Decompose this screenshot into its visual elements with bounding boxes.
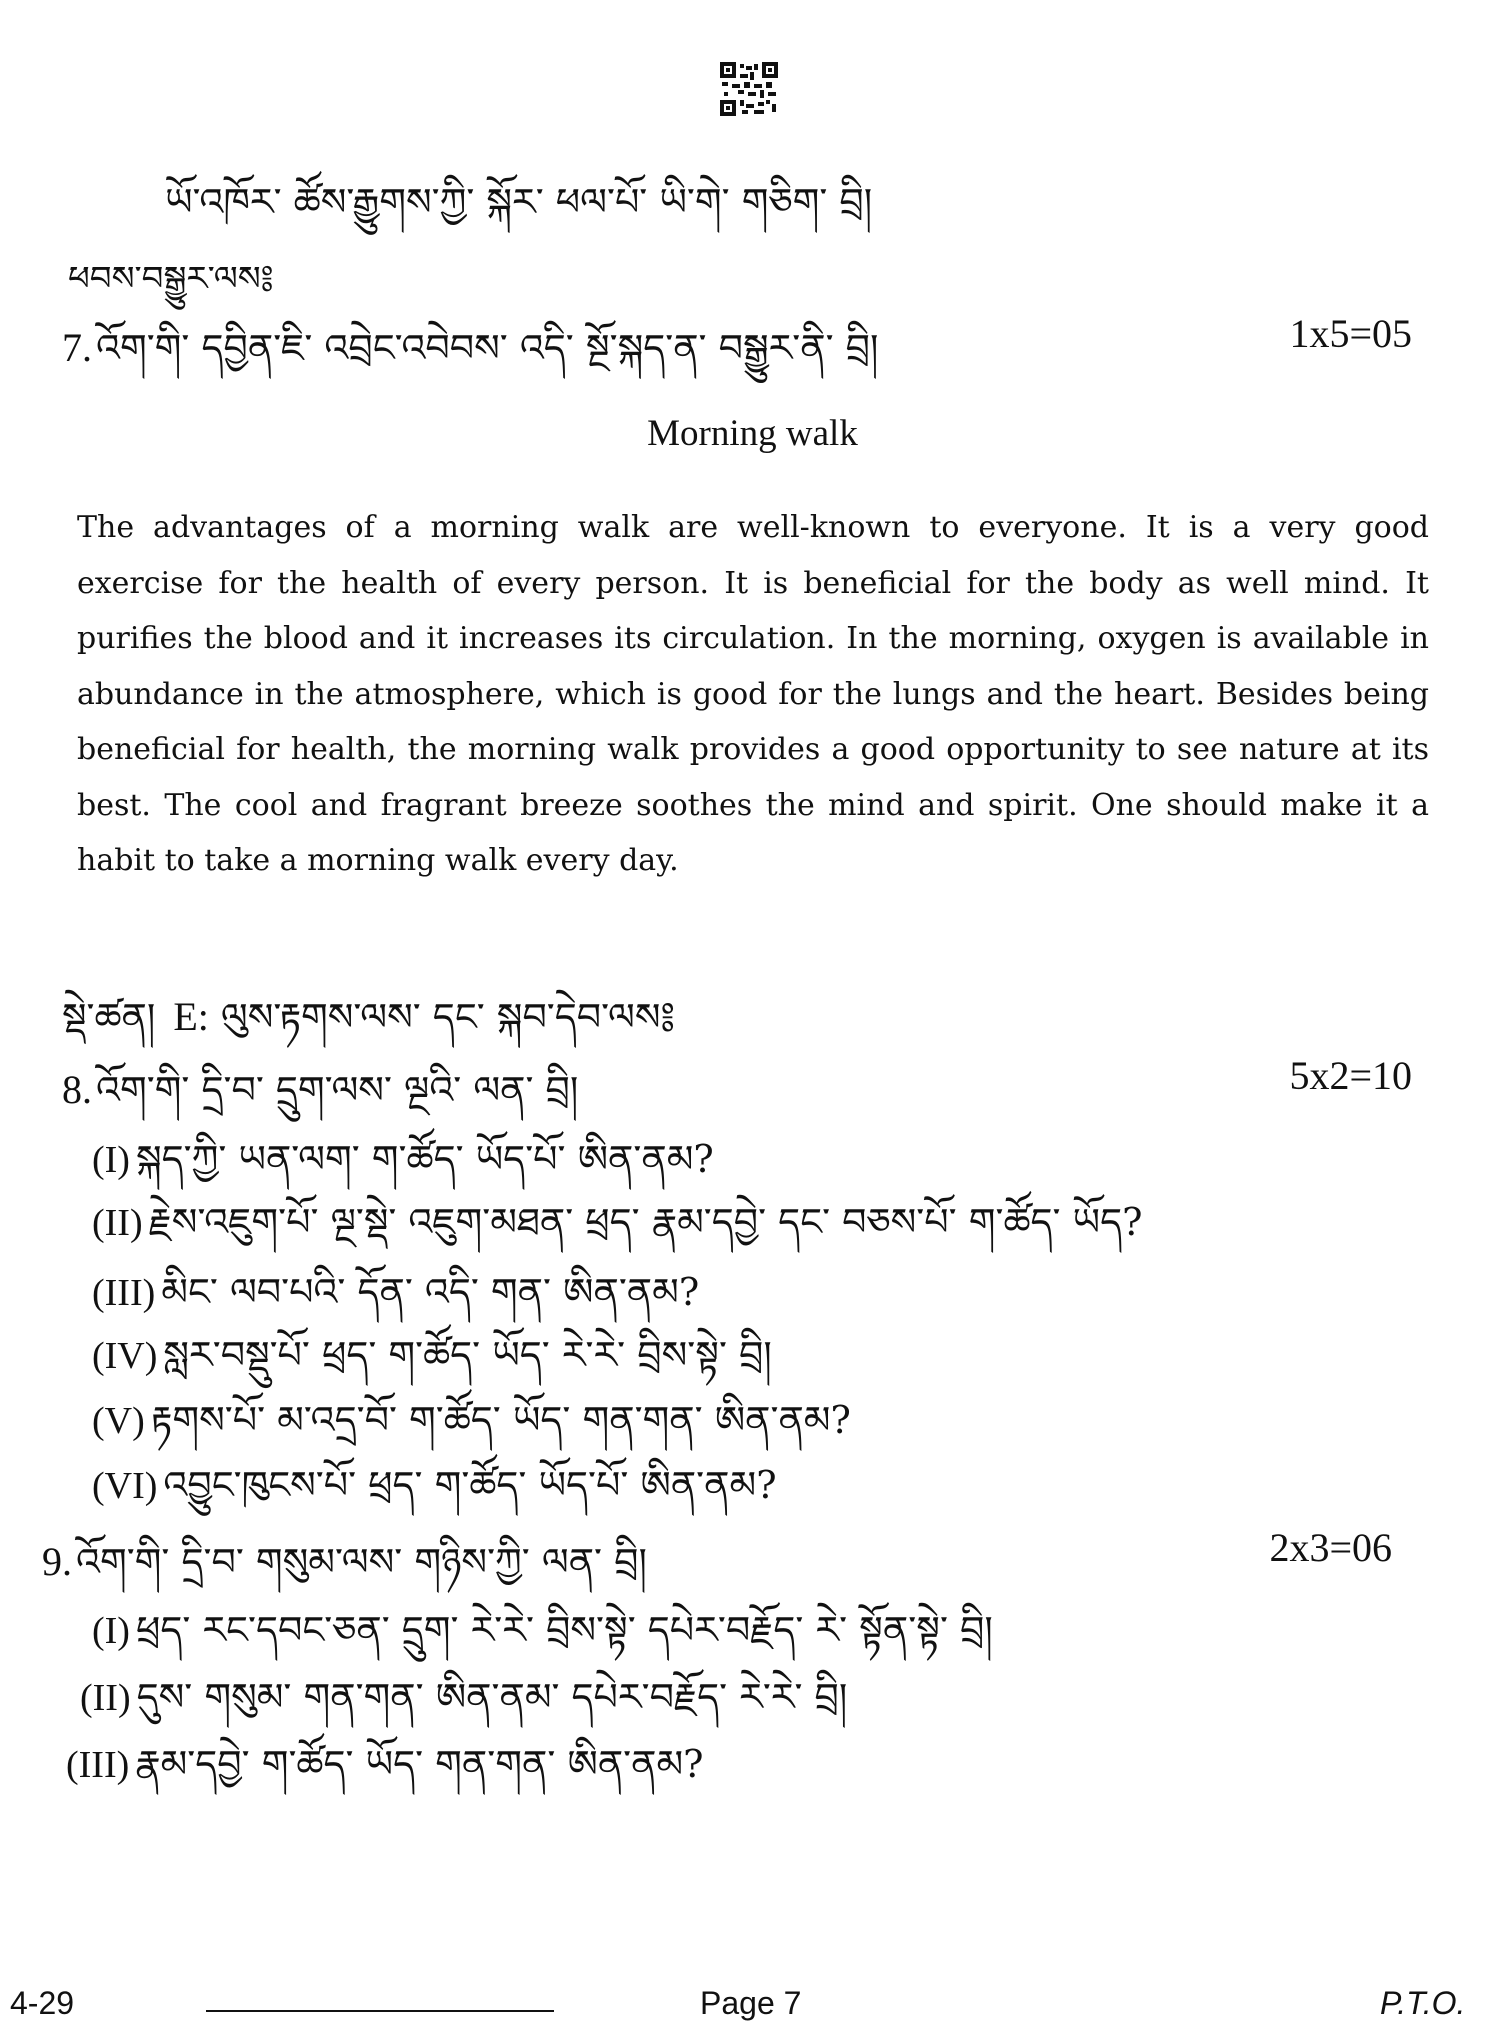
marks-label: 1x5=05 [1289, 311, 1412, 356]
item-number: (I) [92, 1139, 130, 1181]
section-title: ལུས་རྟགས་ལས་ དང་ སྐབ་དེབ་ལས༔ [220, 995, 675, 1039]
qr-code-icon [720, 62, 778, 116]
passage-title: Morning walk [647, 413, 858, 454]
item-number: (III) [66, 1744, 130, 1786]
item-number: (VI) [92, 1465, 158, 1507]
item-number: (II) [80, 1677, 131, 1719]
section-prefix: སྡེ་ཚན། [62, 995, 156, 1039]
item-text: རྗེས་འཇུག་པོ་ ལྔ་སྡེ་ འཇུག་མཐན་ ཕྲད་ རྣམ་དབྱེ་ དང་ བཅས་པོ་ ག་ཚོད་ ཡོད? [148, 1200, 1143, 1244]
question-text: འོག་གི་ དབྱིན་ཇི་ འབྲེང་འབེབས་ འདི་ སྔོ་སྐད་ན་ བསྒྱུར་ནི་ བྲི། [96, 326, 879, 370]
page-number: Page 7 [700, 1985, 802, 2021]
item-text: རྣམ་དབྱེ་ ག་ཚོད་ ཡོད་ གན་གན་ ཨིན་ནམ? [135, 1742, 704, 1786]
marks-label: 2x3=06 [1269, 1525, 1392, 1570]
item-text: ཕྲད་ རང་དབང་ཅན་ དྲུག་ རེ་རེ་ བྲིས་སྟེ་ དཔེར་བརྗོད་ རེ་ སྟོན་སྟེ་ བྲི། [135, 1608, 993, 1652]
paper-code: 4-29 [10, 1985, 75, 2021]
item-number: (II) [92, 1202, 143, 1244]
footer-rule [206, 2010, 554, 2012]
marks-label: 5x2=10 [1289, 1053, 1412, 1098]
item-text: སླར་བསྡུ་པོ་ ཕྲད་ ག་ཚོད་ ཡོད་ རེ་རེ་ བྲིས་སྟེ་ བྲི། [163, 1333, 772, 1377]
paper-instruction: ཡོ་འཁོར་ ཚོས་རྒྱུགས་ཀྱི་ སྐོར་ ཕལ་པོ་ ཡི་གེ་ གཅིག་ བྲི། [165, 180, 873, 224]
item-number: (IV) [92, 1335, 158, 1377]
question-text: འོག་གི་ དྲི་བ་ གསུམ་ལས་ གཉིས་ཀྱི་ ལན་ བྲི། [76, 1540, 647, 1584]
item-number: (V) [92, 1400, 145, 1442]
section-label: E: [173, 994, 209, 1039]
please-turn-over: P.T.O. [1380, 1985, 1466, 2021]
q9-item-3 [66, 1722, 704, 1829]
item-text: སྐད་ཀྱི་ ཡན་ལག་ ག་ཚོད་ ཡོད་པོ་ ཨིན་ནམ? [135, 1137, 714, 1181]
item-number: (III) [92, 1272, 156, 1314]
item-text: དུས་ གསུམ་ གན་གན་ ཨིན་ནམ་ དཔེར་བརྗོད་ རེ་རེ་ བྲི། [136, 1675, 848, 1719]
section-heading-translation: ཕབས་བསྒྱུར་ལས༔ [68, 259, 274, 299]
question-number: 7. [62, 325, 92, 370]
question-text: འོག་གི་ དྲི་བ་ དྲུག་ལས་ ལྔའི་ ལན་ བྲི། [96, 1068, 579, 1112]
question-number: 9. [42, 1539, 72, 1584]
item-text: འབྱུང་ཁུངས་པོ་ ཕྲད་ ག་ཚོད་ ཡོད་པོ་ ཨིན་ནམ? [163, 1463, 777, 1507]
item-number: (I) [92, 1610, 130, 1652]
question-7 [62, 306, 1442, 413]
question-number: 8. [62, 1067, 92, 1112]
item-text: རྟགས་པོ་ མ་འདྲ་བོ་ ག་ཚོད་ ཡོད་ གན་གན་ ཨིན་ནམ? [150, 1398, 851, 1442]
item-text: མིང་ ལབ་པའི་ དོན་ འདི་ གན་ ཨིན་ནམ? [161, 1270, 700, 1314]
passage-body: The advantages of a morning walk are well-known to everyone. It is a very good exercise for the health of every person. It is beneficial for the body as well mind. It purifies the blood and it increases its circulation. In the morning, oxygen is available in abundance in the atmosphere, which is good for the lungs and the heart. Besides being beneficial for health, the morning walk provides a good opportunity to see nature at its best. The cool and fragrant breeze soothes the mind and spirit. One should make it a habit to take a morning walk every day. [77, 510, 1429, 878]
